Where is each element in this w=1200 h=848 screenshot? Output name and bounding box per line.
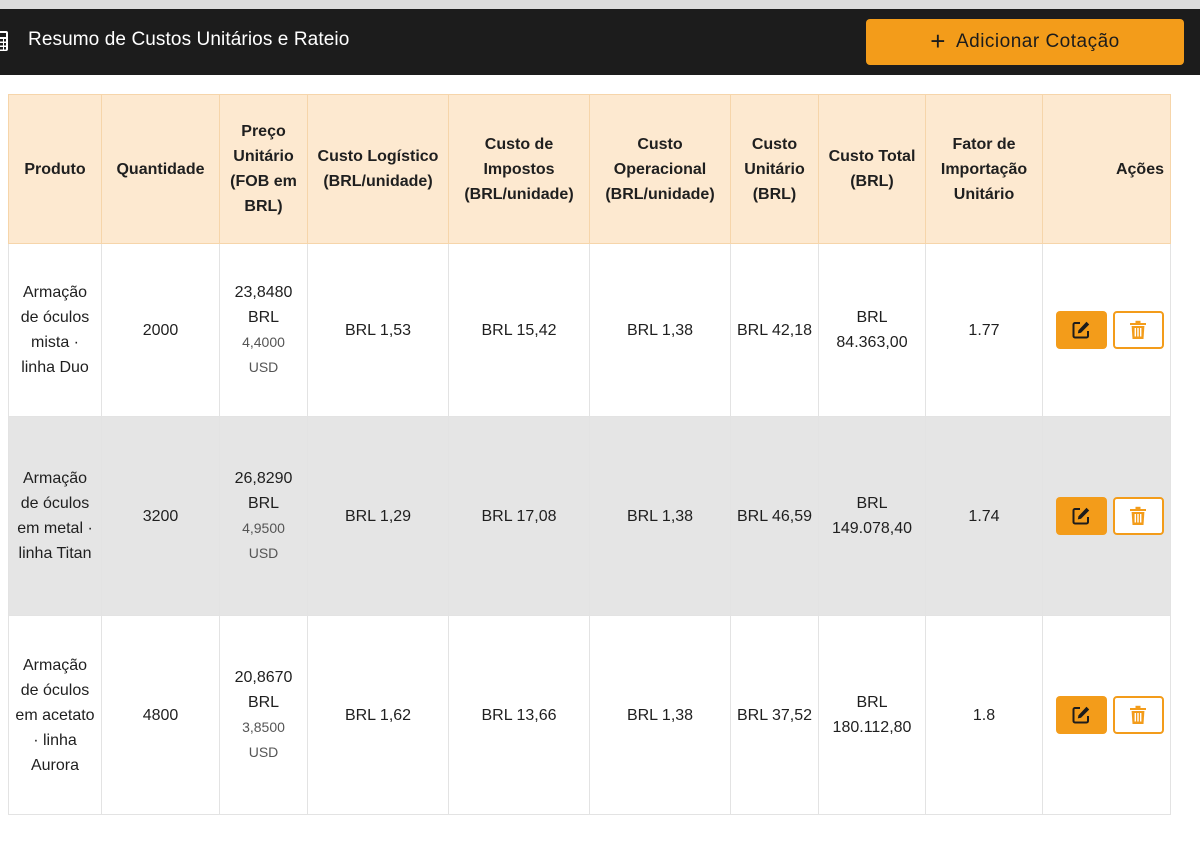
- cell-produto: Armação de óculos mista · linha Duo: [9, 244, 102, 417]
- preco-usd: 4,4000 USD: [242, 334, 285, 375]
- table-row: [9, 616, 1171, 815]
- cell-custo-unitario: BRL 37,52: [731, 616, 819, 815]
- cell-fator-importacao: 1.77: [926, 244, 1043, 417]
- window-top-strip: [0, 0, 1200, 9]
- cell-fator-importacao: 1.8: [926, 616, 1043, 815]
- cell-preco-unitario: [220, 244, 308, 417]
- plus-icon: +: [930, 26, 946, 56]
- cell-custo-logistico: BRL 1,29: [308, 417, 449, 616]
- preco-brl: 20,8670 BRL: [234, 669, 293, 711]
- edit-button[interactable]: [1056, 497, 1107, 535]
- column-header-custo-unitario: Custo Unitário (BRL): [731, 95, 819, 244]
- preco-usd: 3,8500 USD: [242, 719, 285, 760]
- edit-icon: [1071, 506, 1091, 526]
- table-row: [9, 417, 1171, 616]
- cell-custo-operacional: BRL 1,38: [590, 417, 731, 616]
- page-header: [0, 9, 1200, 75]
- cell-quantidade: 3200: [102, 417, 220, 616]
- edit-button[interactable]: [1056, 696, 1107, 734]
- cell-custo-impostos: BRL 13,66: [449, 616, 590, 815]
- cell-preco-unitario: [220, 616, 308, 815]
- cell-preco-unitario: [220, 417, 308, 616]
- table-row: [9, 244, 1171, 417]
- cell-custo-logistico: BRL 1,53: [308, 244, 449, 417]
- edit-icon: [1071, 705, 1091, 725]
- cell-custo-total: BRL 180.112,80: [819, 616, 926, 815]
- delete-button[interactable]: [1113, 311, 1164, 349]
- column-header-custo-operacional: Custo Operacional (BRL/unidade): [590, 95, 731, 244]
- add-quote-label: Adicionar Cotação: [955, 31, 1120, 52]
- trash-icon: [1129, 705, 1147, 725]
- cell-quantidade: 4800: [102, 616, 220, 815]
- delete-button[interactable]: [1113, 696, 1164, 734]
- column-header-custo-logistico: Custo Logístico (BRL/unidade): [308, 95, 449, 244]
- cell-acoes: [1043, 616, 1171, 815]
- column-header-produto: Produto: [9, 95, 102, 244]
- cell-custo-total: BRL 84.363,00: [819, 244, 926, 417]
- delete-button[interactable]: [1113, 497, 1164, 535]
- cell-produto: Armação de óculos em acetato · linha Aurora: [9, 616, 102, 815]
- column-header-preco-unitario: Preço Unitário (FOB em BRL): [220, 95, 308, 244]
- cell-custo-logistico: BRL 1,62: [308, 616, 449, 815]
- cell-custo-impostos: BRL 15,42: [449, 244, 590, 417]
- cell-custo-impostos: BRL 17,08: [449, 417, 590, 616]
- trash-icon: [1129, 320, 1147, 340]
- calculator-icon: [0, 31, 8, 51]
- cell-custo-total: BRL 149.078,40: [819, 417, 926, 616]
- edit-button[interactable]: [1056, 311, 1107, 349]
- preco-brl: 23,8480 BRL: [234, 284, 293, 326]
- page-title: Resumo de Custos Unitários e Rateio: [28, 29, 350, 50]
- edit-icon: [1071, 320, 1091, 340]
- trash-icon: [1129, 506, 1147, 526]
- preco-usd: 4,9500 USD: [242, 520, 285, 561]
- cell-custo-operacional: BRL 1,38: [590, 616, 731, 815]
- cell-custo-operacional: BRL 1,38: [590, 244, 731, 417]
- add-quote-button[interactable]: [866, 19, 1184, 65]
- cell-fator-importacao: 1.74: [926, 417, 1043, 616]
- column-header-acoes: Ações: [1043, 95, 1171, 244]
- cell-produto: Armação de óculos em metal · linha Titan: [9, 417, 102, 616]
- column-header-custo-total: Custo Total (BRL): [819, 95, 926, 244]
- table-header-row: [9, 95, 1171, 244]
- preco-brl: 26,8290 BRL: [234, 470, 293, 512]
- cell-acoes: [1043, 417, 1171, 616]
- cell-acoes: [1043, 244, 1171, 417]
- cell-custo-unitario: BRL 46,59: [731, 417, 819, 616]
- column-header-custo-impostos: Custo de Impostos (BRL/unidade): [449, 95, 590, 244]
- column-header-quantidade: Quantidade: [102, 95, 220, 244]
- cell-quantidade: 2000: [102, 244, 220, 417]
- column-header-fator-importacao: Fator de Importação Unitário: [926, 95, 1043, 244]
- costs-table: [8, 94, 1171, 815]
- cell-custo-unitario: BRL 42,18: [731, 244, 819, 417]
